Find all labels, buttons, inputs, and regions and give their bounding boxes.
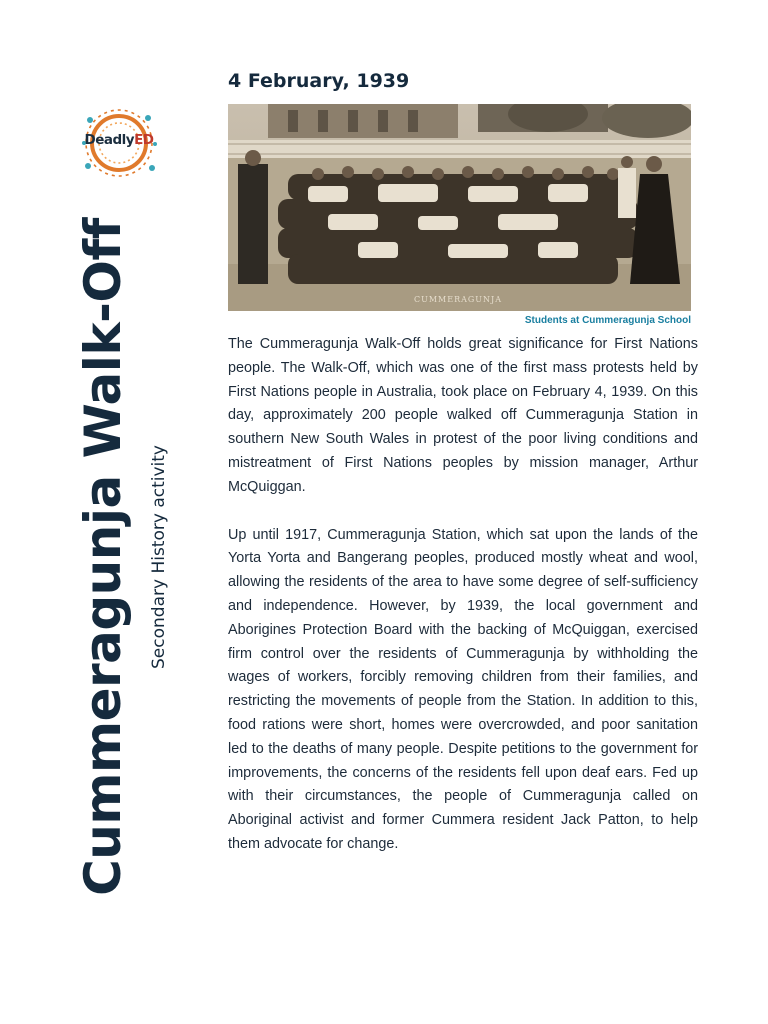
page-title: Cummeragunja Walk-Off <box>74 218 132 896</box>
photo-inscription: CUMMERAGUNJA <box>413 295 503 304</box>
event-date: 4 February, 1939 <box>228 70 410 92</box>
photo-caption: Students at Cummeragunja School <box>524 315 691 326</box>
article-body <box>228 333 698 881</box>
school-group-photo-image <box>228 104 691 311</box>
paragraph: The Cummeragunja Walk-Off holds great significance for First Nations people. The Walk-Off, which was one of the first mass protests held by First Nations people in Australia, took place on February 4, 1939. On this day, approximately 200 people walked off Cummeragunja Station in southern New South Wales in protest of the poor living conditions and mistreatment of First Nations peoples by mission manager, Arthur McQuiggan. <box>228 336 698 495</box>
paragraph: Up until 1917, Cummeragunja Station, which sat upon the lands of the Yorta Yorta and Bangerang peoples, produced mostly wheat and wool, allowing the residents of the area to have some degree of self-sufficiency and independence. However, by 1939, the local government and Aborigines Protection Board with the backing of McQuiggan, exercised firm control over the residents of Cummeragunja by withholding the wages of workers, forcibly removing children from their families, and restricting the movements of people from the Station. In addition to this, food rations were short, homes were overcrowded, and poor sanitation led to the deaths of many people. Despite petitions to the government for improvements, the concerns of the residents fell upon deaf ears. Fed up with their circumstances, the people of Cummeragunja called on Aboriginal activist and former Cummera resident Jack Patton, to help them advocate for change. <box>228 526 698 852</box>
logo-text-ed: ED <box>134 132 154 148</box>
page-subtitle: Secondary History activity <box>149 445 169 669</box>
historic-photo <box>228 104 691 311</box>
logo-text-deadly: Deadly <box>84 132 135 148</box>
logo-wordmark <box>78 132 160 148</box>
deadlyed-logo <box>78 108 160 178</box>
